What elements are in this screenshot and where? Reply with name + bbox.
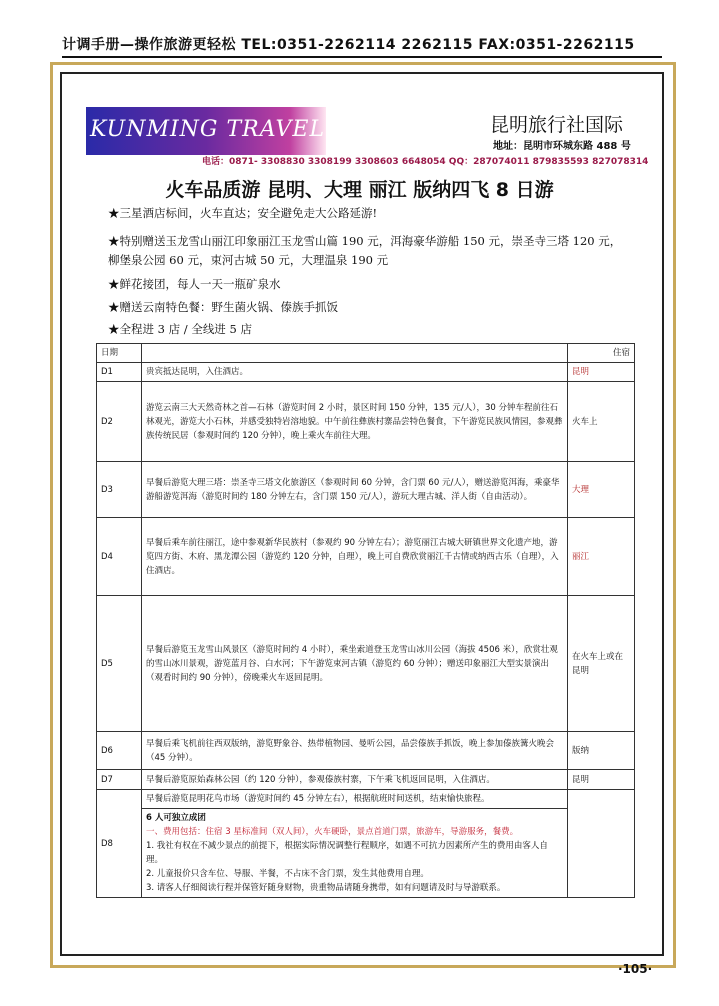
row-content: 早餐后乘车前往丽江，途中参观新华民族村（参观约 90 分钟左右）；游览丽江古城大研镇世界文化遗产地，游览四方街、木府、黑龙潭公园（游览约 120 分钟，自理），晚上可自费欣赏丽江千古情或纳西古乐（自理），入住酒店。 [142,518,568,596]
table-row [97,462,635,518]
row-stay: 版纳 [568,732,635,770]
logo-text: KUNMING TRAVEL [90,117,326,142]
table-row [97,732,635,770]
kunming-travel-logo [86,107,326,155]
highlight-line: ★赠送云南特色餐：野生菌火锅、傣族手抓饭 [108,300,338,314]
agency-contact: 电话：0871- 3308830 3308199 3308603 6648054 QQ：287074011 879835593 827078314 [202,157,649,167]
page-header: 计调手册—操作旅游更轻松 TEL:0351-2262114 2262115 FAX:0351-2262115 [62,37,635,53]
row-stay: 昆明 [568,770,635,790]
header-content [142,344,568,363]
highlight-line: 柳堡泉公园 60 元，束河古城 50 元，大理温泉 190 元 [108,253,389,267]
row-day: D5 [97,596,142,732]
row-content: 早餐后游览原始森林公园（约 120 分钟），参观傣族村寨，下午乘飞机返回昆明，入住酒店。 [142,770,568,790]
tour-title: 火车品质游 昆明、大理 丽江 版纳四飞 8 日游 [165,179,554,201]
row-day: D7 [97,770,142,790]
row-stay: 火车上 [568,382,635,462]
row-content: 早餐后游览昆明花鸟市场（游览时间约 45 分钟左右），根据航班时间送机，结束愉快旅程。 [142,790,568,809]
row-stay: 在火车上或在昆明 [568,596,635,732]
row-stay [568,790,635,898]
table-row [97,596,635,732]
row-content: 贵宾抵达昆明，入住酒店。 [142,363,568,382]
row-stay: 昆明 [568,363,635,382]
row-stay: 丽江 [568,518,635,596]
highlight-line: ★三星酒店标间，火车直达；安全避免走大公路延游! [108,206,378,220]
row-day: D8 [97,790,142,898]
notes-line: 一、费用包括：住宿 3 星标准间（双人间），火车硬卧，景点首道门票，旅游车，导游服务，餐费。 [146,827,519,837]
table-row [97,382,635,462]
row-day: D6 [97,732,142,770]
header-stay: 住宿 [568,344,635,363]
header-day: 日期 [97,344,142,363]
row-content: 游览云南三大天然奇林之首—石林（游览时间 2 小时，景区时间 150 分钟，135 元/人），30 分钟车程前往石林观光，游览大小石林，并感受独特岩溶地貌。中午前往彝族村寨品尝特色餐食，下午游览民族风情园，参观彝族传统民居（参观时间约 120 分钟），晚上乘火车前往大理。 [142,382,568,462]
table-row [97,790,635,809]
row-day: D1 [97,363,142,382]
notes-line: 3. 请客人仔细阅读行程并保管好随身财物，贵重物品请随身携带，如有问题请及时与导游联系。 [146,883,506,893]
highlight-line: ★鲜花接团，每人一天一瓶矿泉水 [108,277,281,291]
row-day: D3 [97,462,142,518]
row-content: 早餐后游览大理三塔：崇圣寺三塔文化旅游区（参观时间 60 分钟，含门票 60 元/人），赠送游览洱海，乘豪华游船游览洱海（游览时间约 180 分钟左右，含门票 150 元/人），游玩大理古城、洋人街（自由活动）。 [142,462,568,518]
highlight-line: ★全程进 3 店 / 全线进 5 店 [108,322,252,336]
row-stay: 大理 [568,462,635,518]
page-number: ·105· [618,962,653,976]
table-row [97,770,635,790]
table-row [97,518,635,596]
agency-address: 地址：昆明市环城东路 488 号 [493,141,631,152]
highlight-line: ★特别赠送玉龙雪山丽江印象丽江玉龙雪山篇 190 元，洱海豪华游船 150 元，崇圣寺三塔 120 元， [108,234,622,248]
notes-line: 2. 儿童报价只含车位、导服、半餐，不占床不含门票，发生其他费用自理。 [146,869,429,879]
row-content: 早餐后乘飞机前往西双版纳，游览野象谷、热带植物园、曼听公园，品尝傣族手抓饭，晚上参加傣族篝火晚会（45 分钟）。 [142,732,568,770]
row-day: D4 [97,518,142,596]
agency-name: 昆明旅行社国际 [490,114,624,136]
notes-title: 6 人可独立成团 [146,813,206,823]
row-day: D2 [97,382,142,462]
table-row [97,363,635,382]
itinerary-table [96,343,635,898]
notes-row [97,809,635,898]
notes-line: 1. 我社有权在不减少景点的前提下，根据实际情况调整行程顺序，如遇不可抗力因素所产生的费用由客人自理。 [146,841,548,865]
header-rule [62,56,662,58]
row-content: 早餐后游览玉龙雪山风景区（游览时间约 4 小时），乘坐索道登玉龙雪山冰川公园（海拔 4506 米），欣赏壮观的雪山冰川景观，游览蓝月谷、白水河；下午游览束河古镇（游览约 60 分钟）；赠送印象丽江大型实景演出（观看时间约 90 分钟），傍晚乘火车返回昆明。 [142,596,568,732]
notes-cell [142,809,568,898]
table-header-row [97,344,635,363]
